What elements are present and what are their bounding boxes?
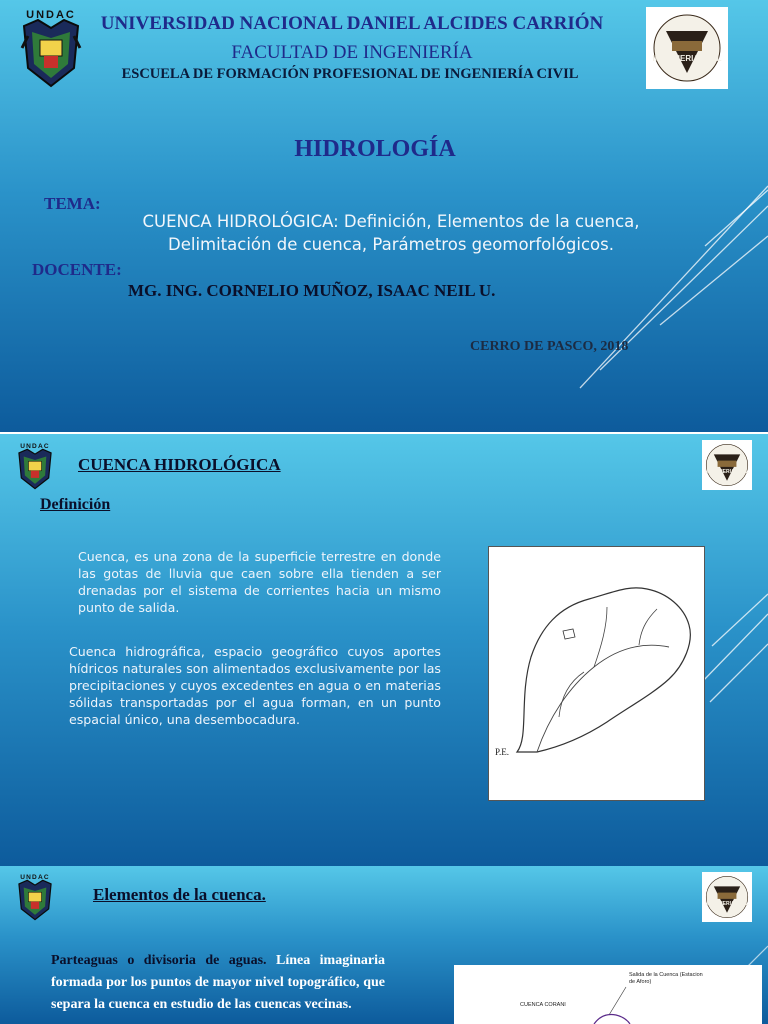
basin-map xyxy=(454,965,762,1024)
docente-label: DOCENTE: xyxy=(32,260,122,279)
svg-text:INGENIERIA CIVIL: INGENIERIA CIVIL xyxy=(705,901,749,908)
docente-name: MG. ING. CORNELIO MUÑOZ, ISAAC NEIL U. xyxy=(128,281,496,300)
map-drawing xyxy=(454,965,762,1024)
faculty-name: FACULTAD DE INGENIERÍA xyxy=(231,42,473,63)
civil-logo-text: INGENIERIA CIVIL xyxy=(652,54,722,63)
map-label-basin: CUENCA CORANI xyxy=(520,1002,566,1008)
civil-engineering-logo xyxy=(646,7,728,89)
undac-logo xyxy=(14,872,56,922)
parteaguas-definition xyxy=(51,950,385,1016)
tema-line-1: CUENCA HIDROLÓGICA: Definición, Elementos de la cuenca, xyxy=(142,212,640,231)
svg-text:UNDAC: UNDAC xyxy=(20,443,50,451)
undac-logo xyxy=(14,441,56,491)
slide-title: Elementos de la cuenca. xyxy=(93,885,266,904)
definition-paragraph-2: Cuenca hidrográfica, espacio geográfico cuyos aportes hídricos naturales son alimentados exclusivamente por las precipitaciones y cuyos excedentes en agua o en materias sólidas transportadas por el agua forman, en un punto espacial único, una desembocadura. xyxy=(69,644,441,727)
tema-text xyxy=(96,210,686,256)
outlet-label: P.E. xyxy=(495,747,510,757)
svg-text:INGENIERIA CIVIL: INGENIERIA CIVIL xyxy=(705,469,749,476)
civil-engineering-logo xyxy=(702,872,752,922)
basin-figure xyxy=(488,546,705,801)
definition-paragraph-1: Cuenca, es una zona de la superficie terrestre en donde las gotas de lluvia que caen sobre ella tienden a ser drenadas por el sistema de corrientes hacia un mismo punto de salida. xyxy=(78,549,441,615)
term-definition: Línea imaginaria formada por los puntos de mayor nivel topográfico, que separa la cuenca en estudio de las cuencas vecinas. xyxy=(51,953,385,1012)
school-name: ESCUELA DE FORMACIÓN PROFESIONAL DE INGENIERÍA CIVIL xyxy=(121,66,579,82)
section-subtitle: Definición xyxy=(40,496,111,513)
svg-text:UNDAC: UNDAC xyxy=(20,874,50,882)
title-slide xyxy=(0,0,768,432)
basin-outline-drawing xyxy=(489,547,704,800)
university-name: UNIVERSIDAD NACIONAL DANIEL ALCIDES CARRIÓN xyxy=(100,13,604,34)
undac-logo xyxy=(18,6,84,90)
term-parteaguas: Parteaguas o divisoria de aguas. xyxy=(51,953,267,968)
map-label-outlet: Salida de la Cuenca (Estacion de Aforo) xyxy=(629,972,703,985)
tema-line-2: Delimitación de cuenca, Parámetros geomorfológicos. xyxy=(168,235,614,254)
tema-label: TEMA: xyxy=(44,194,101,213)
place-date: CERRO DE PASCO, 2018 xyxy=(470,339,629,354)
course-title: HIDROLOGÍA xyxy=(294,136,456,162)
civil-engineering-logo xyxy=(702,440,752,490)
slide-title: CUENCA HIDROLÓGICA xyxy=(78,455,281,474)
undac-logo-text: UNDAC xyxy=(26,9,76,21)
